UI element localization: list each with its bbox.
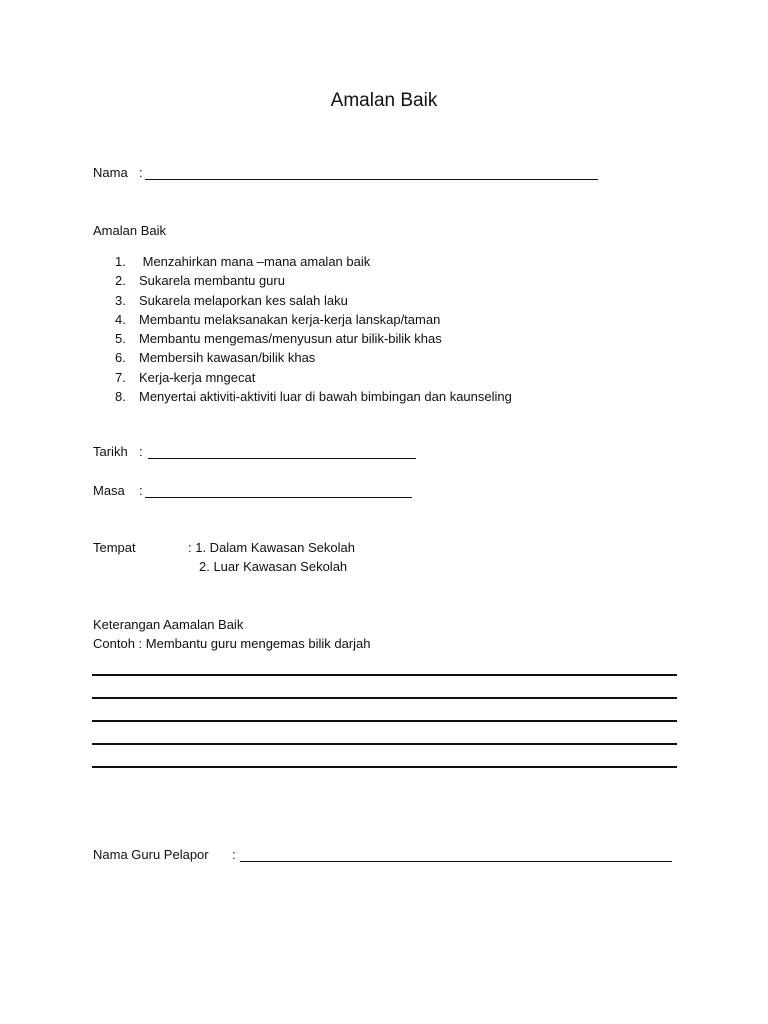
answer-line[interactable]: [92, 743, 677, 745]
list-item: 5. Membantu mengemas/menyusun atur bilik-bilik khas: [115, 331, 442, 347]
tarikh-field[interactable]: [148, 444, 416, 459]
list-item: 7. Kerja-kerja mngecat: [115, 369, 256, 385]
masa-colon: :: [139, 483, 143, 498]
page-title: Amalan Baik: [330, 90, 438, 111]
list-item: 3. Sukarela melaporkan kes salah laku: [115, 292, 348, 308]
masa-field[interactable]: [145, 483, 412, 498]
masa-label: Masa: [93, 483, 125, 498]
tempat-option-2: 2. Luar Kawasan Sekolah: [199, 559, 348, 574]
answer-line[interactable]: [92, 674, 677, 676]
list-item: 8. Menyertai aktiviti-aktiviti luar di bawah bimbingan dan kaunseling: [115, 389, 512, 405]
keterangan-heading: Keterangan Aamalan Baik: [93, 617, 244, 632]
list-item: 6. Membersih kawasan/bilik khas: [115, 350, 316, 366]
nama-label: Nama: [93, 165, 128, 180]
nama-field[interactable]: [145, 165, 598, 180]
nama-guru-field[interactable]: [240, 847, 672, 862]
keterangan-example: Contoh : Membantu guru mengemas bilik darjah: [93, 636, 371, 651]
tarikh-colon: :: [139, 444, 143, 459]
tarikh-label: Tarikh: [93, 444, 128, 459]
nama-guru-label: Nama Guru Pelapor: [93, 847, 209, 862]
answer-line[interactable]: [92, 697, 677, 699]
list-item: 2. Sukarela membantu guru: [115, 273, 285, 289]
list-item: 1. Menzahirkan mana –mana amalan baik: [115, 254, 371, 269]
tempat-option-1: : 1. Dalam Kawasan Sekolah: [188, 540, 355, 555]
answer-line[interactable]: [92, 720, 677, 722]
section-heading: Amalan Baik: [93, 223, 166, 238]
answer-line[interactable]: [92, 766, 677, 768]
amalan-list: [115, 252, 512, 406]
nama-colon: :: [139, 165, 143, 180]
nama-guru-colon: :: [232, 847, 236, 862]
list-item: 4. Membantu melaksanakan kerja-kerja lanskap/taman: [115, 311, 441, 327]
tempat-label: Tempat: [93, 540, 136, 555]
